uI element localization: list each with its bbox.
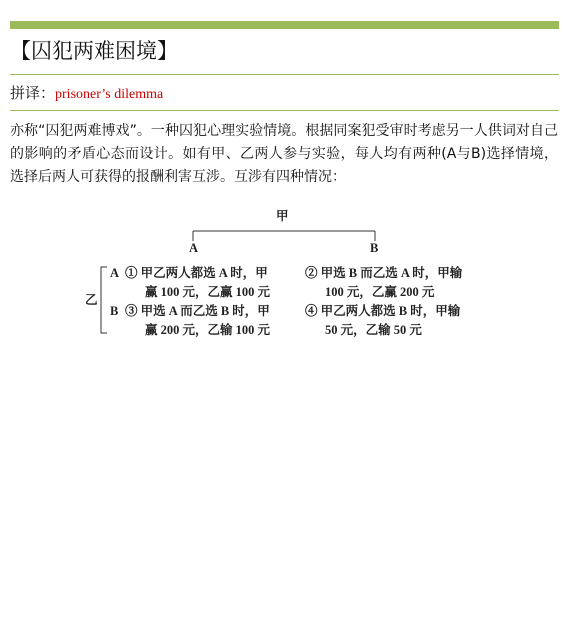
row-a-label: A: [110, 266, 120, 280]
case-1-line-1: ① 甲乙两人都选 A 时，甲: [125, 266, 268, 280]
player-yi-label: 乙: [85, 293, 98, 307]
pinyin-english: prisoner’s dilemma: [55, 87, 164, 102]
case-3-line-2: 赢 200 元，乙输 100 元: [145, 323, 271, 337]
case-2-line-2: 100 元，乙赢 200 元: [325, 285, 435, 299]
branch-a-label: A: [189, 241, 199, 255]
pinyin-divider: [10, 110, 559, 111]
top-accent-bar: [10, 21, 559, 29]
player-jia-label: 甲: [276, 209, 289, 223]
title-divider: [10, 74, 559, 75]
pinyin-label: 拼译：: [10, 84, 56, 102]
case-1-line-2: 赢 100 元，乙赢 100 元: [145, 285, 271, 299]
case-4-line-2: 50 元，乙输 50 元: [325, 323, 422, 337]
branch-b-label: B: [370, 241, 379, 255]
left-brace: [101, 267, 107, 333]
entry-title: 【囚犯两难困境】: [10, 39, 178, 63]
case-4-line-1: ④ 甲乙两人都选 B 时，甲输: [305, 304, 461, 318]
row-b-label: B: [110, 304, 119, 318]
definition-paragraph: 亦称“囚犯两难博戏”。一种囚犯心理实验情境。根据同案犯受审时考虑另一人供词对自己的影响的矛盾心态而设计。如有甲、乙两人参与实验，每人均有两种(A与B)选择情境，选择后两人可获得的报酬利害互涉。互涉有四种情况：: [10, 123, 558, 185]
payoff-diagram: [85, 205, 505, 345]
pinyin-line: [10, 82, 163, 106]
case-2-line-1: ② 甲选 B 而乙选 A 时，甲输: [305, 266, 463, 280]
case-3-line-1: ③ 甲选 A 而乙选 B 时，甲: [125, 304, 270, 318]
